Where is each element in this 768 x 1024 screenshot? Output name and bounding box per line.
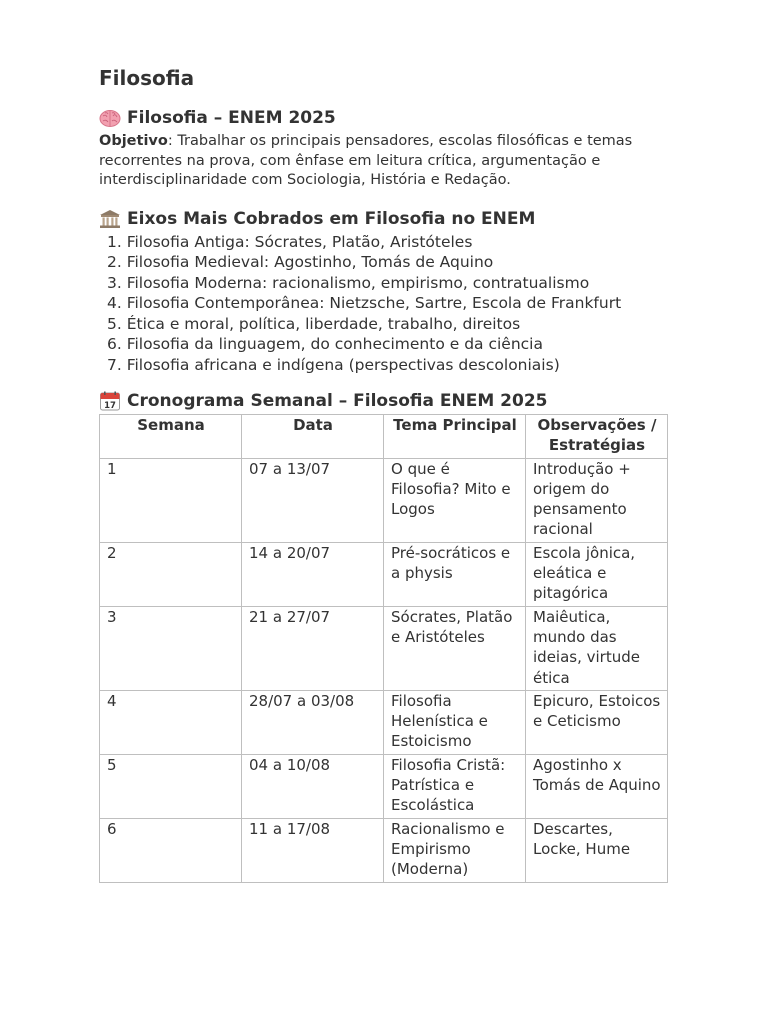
cell-tema: Sócrates, Platão e Aristóteles <box>384 606 526 690</box>
cell-tema: Filosofia Helenística e Estoicismo <box>384 690 526 754</box>
document-title: Filosofia <box>99 66 195 90</box>
cell-tema: Racionalismo e Empirismo (Moderna) <box>384 818 526 882</box>
list-item: 7. Filosofia africana e indígena (perspectivas descoloniais) <box>107 355 560 374</box>
intro-heading <box>99 106 669 130</box>
cell-semana: 3 <box>100 606 242 690</box>
list-item: 2. Filosofia Medieval: Agostinho, Tomás de Aquino <box>107 253 494 271</box>
table-row <box>100 542 668 606</box>
cell-data: 21 a 27/07 <box>242 606 384 690</box>
eixos-heading-text: Eixos Mais Cobrados em Filosofia no ENEM <box>127 208 536 229</box>
intro-heading-text: Filosofia – ENEM 2025 <box>127 108 336 128</box>
list-item: 3. Filosofia Moderna: racionalismo, empirismo, contratualismo <box>107 273 590 292</box>
column-header-data: Data <box>242 415 384 459</box>
cell-observacoes: Introdução + origem do pensamento racional <box>526 458 668 542</box>
cell-observacoes: Escola jônica, eleática e pitagórica <box>526 542 668 606</box>
list-item: 6. Filosofia da linguagem, do conhecimento e da ciência <box>107 335 543 353</box>
list-item: 5. Ética e moral, política, liberdade, trabalho, direitos <box>107 314 521 333</box>
calendar-icon <box>99 391 121 411</box>
cell-data: 11 a 17/08 <box>242 818 384 882</box>
table-row <box>100 606 668 690</box>
cronograma-heading <box>99 389 669 413</box>
cell-semana: 5 <box>100 754 242 818</box>
cell-semana: 1 <box>100 458 242 542</box>
column-header-tema: Tema Principal <box>384 415 526 459</box>
column-header-observacoes: Observações / Estratégias <box>526 415 668 459</box>
list-item: 1. Filosofia Antiga: Sócrates, Platão, Aristóteles <box>107 232 473 251</box>
objective-paragraph <box>99 132 669 191</box>
cell-data: 07 a 13/07 <box>242 458 384 542</box>
cell-observacoes: Agostinho x Tomás de Aquino <box>526 754 668 818</box>
column-header-semana: Semana <box>100 415 242 459</box>
objective-text: : Trabalhar os principais pensadores, escolas filosóficas e temas recorrentes na prova, com ênfase em leitura crítica, argumentação e interdisciplinaridade com Sociologia, História e Redação. <box>99 133 633 188</box>
cell-observacoes: Maiêutica, mundo das ideias, virtude ética <box>526 606 668 690</box>
eixos-heading <box>99 207 669 231</box>
cell-semana: 2 <box>100 542 242 606</box>
cell-data: 04 a 10/08 <box>242 754 384 818</box>
cell-semana: 6 <box>100 818 242 882</box>
table-row <box>100 458 668 542</box>
cell-tema: Filosofia Cristã: Patrística e Escolástica <box>384 754 526 818</box>
brain-icon <box>99 108 121 128</box>
cell-observacoes: Epicuro, Estoicos e Ceticismo <box>526 690 668 754</box>
calendar-icon-number: 17 <box>104 401 116 411</box>
list-item: 4. Filosofia Contemporânea: Nietzsche, Sartre, Escola de Frankfurt <box>107 294 622 312</box>
objective-label: Objetivo <box>99 133 168 149</box>
table-header-row <box>100 415 668 459</box>
table-row <box>100 690 668 754</box>
cell-data: 14 a 20/07 <box>242 542 384 606</box>
cell-semana: 4 <box>100 690 242 754</box>
table-row <box>100 754 668 818</box>
eixos-list <box>99 232 669 376</box>
document-page <box>99 64 669 883</box>
classical-building-icon <box>99 209 121 229</box>
cell-data: 28/07 a 03/08 <box>242 690 384 754</box>
table-row <box>100 818 668 882</box>
cronograma-table <box>99 414 668 883</box>
cell-observacoes: Descartes, Locke, Hume <box>526 818 668 882</box>
cell-tema: O que é Filosofia? Mito e Logos <box>384 458 526 542</box>
cronograma-heading-text: Cronograma Semanal – Filosofia ENEM 2025 <box>127 391 548 411</box>
cell-tema: Pré-socráticos e a physis <box>384 542 526 606</box>
